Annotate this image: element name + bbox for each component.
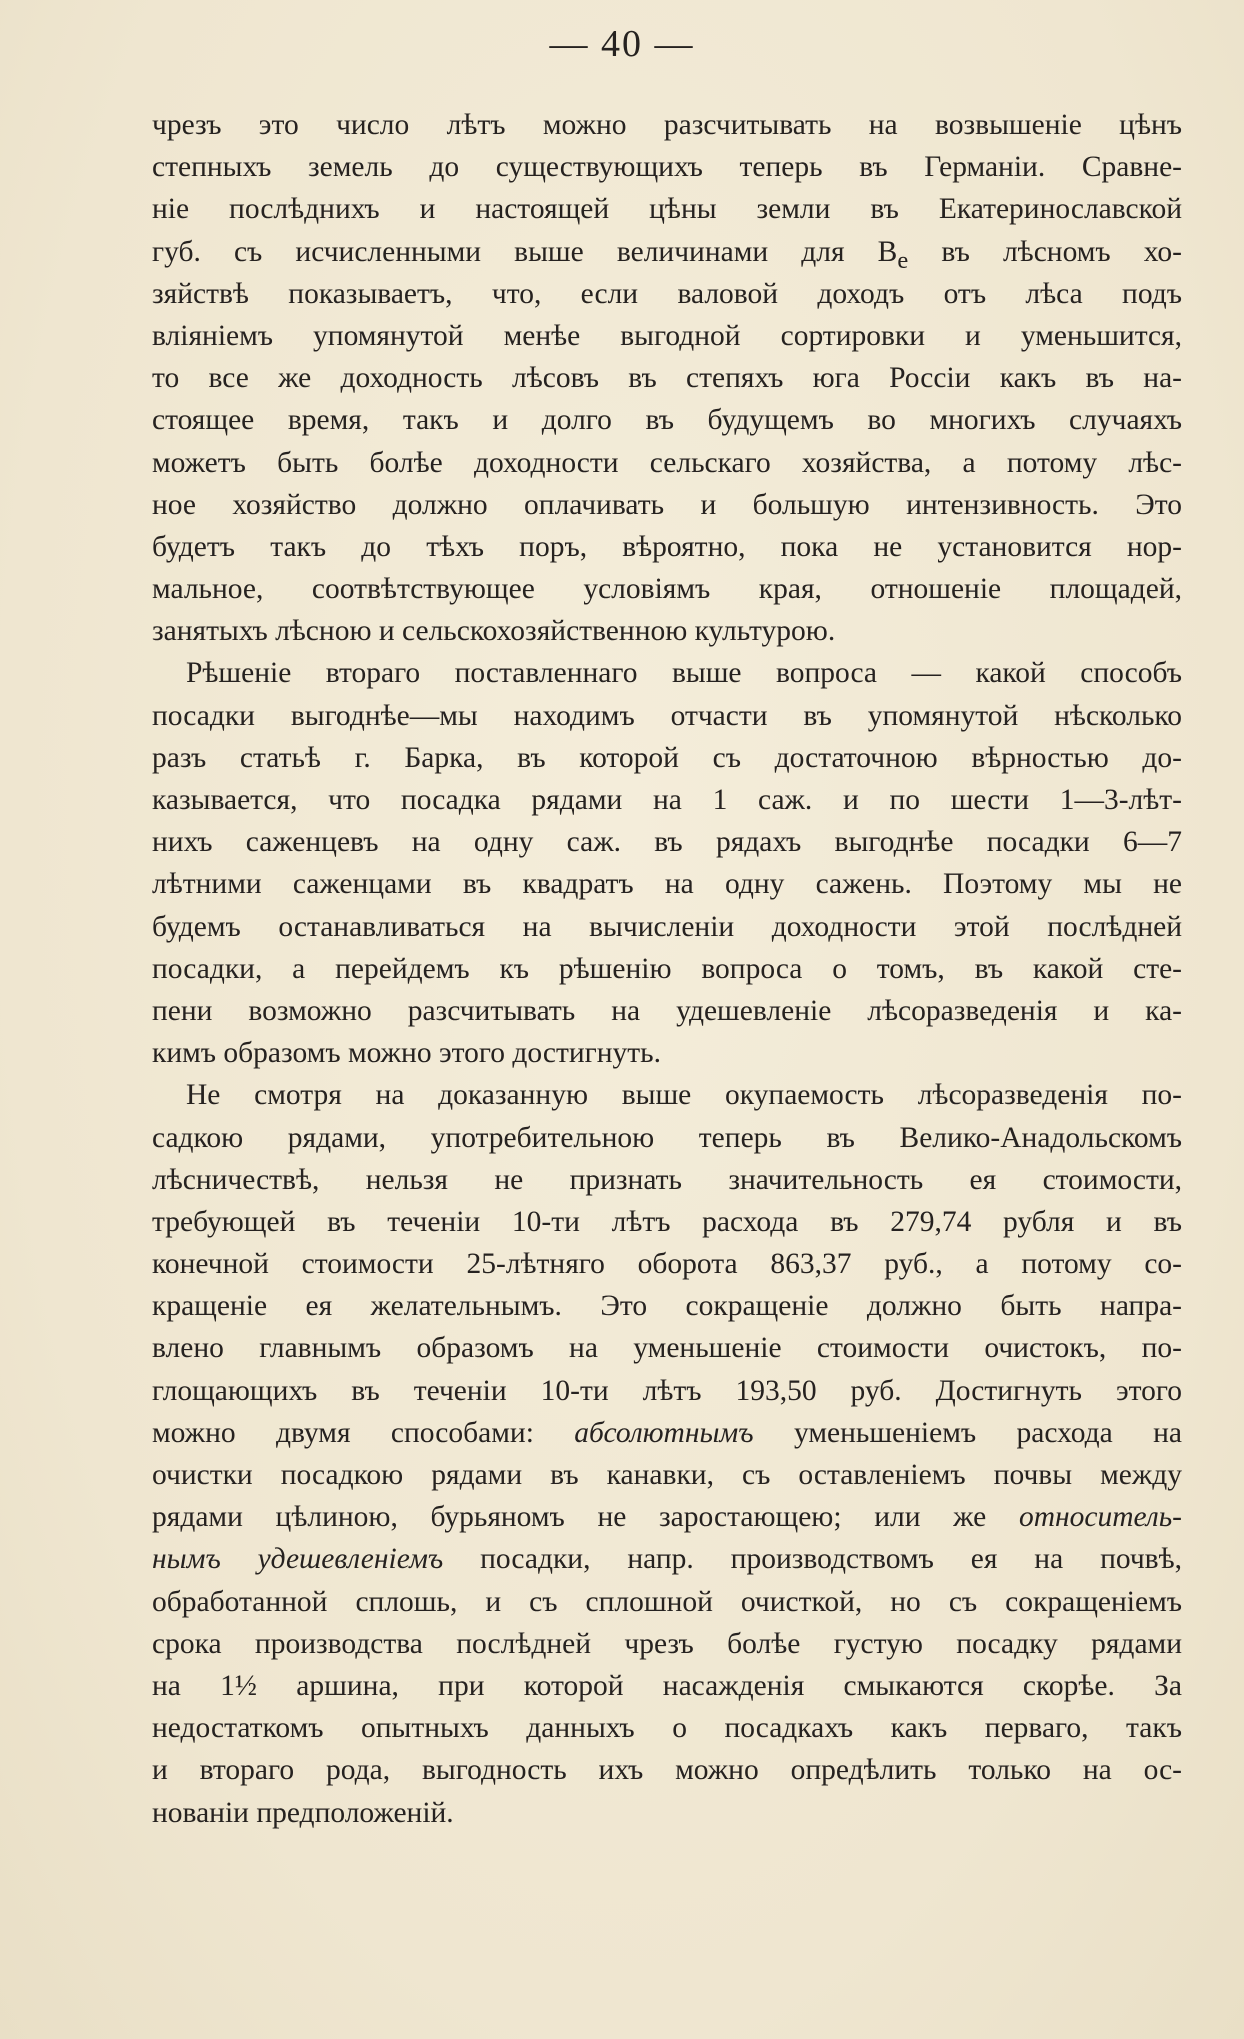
text-line: ное хозяйство должно оплачивать и большую интензивность. Это bbox=[152, 488, 1182, 521]
text-line: казывается, что посадка рядами на 1 саж. и по шести 1—3-лѣт- bbox=[152, 784, 1182, 816]
page-number: — 40 — bbox=[549, 23, 695, 65]
text-line: лѣтними саженцами въ квадратъ на одну сажень. Поэтому мы не bbox=[152, 868, 1182, 901]
text-line: стоящее время, такъ и долго въ будущемъ во многихъ случаяхъ bbox=[152, 404, 1182, 437]
text-line: мальное, соотвѣтствующее условіямъ края, отношеніе площадей, bbox=[152, 573, 1182, 606]
text-line: разъ статьѣ г. Барка, въ которой съ достаточною вѣрностью до- bbox=[152, 741, 1182, 774]
text-line: Рѣшеніе втораго поставленнаго выше вопроса — какой способъ bbox=[186, 657, 1182, 690]
text-line: обработанной сплошь, и съ сплошной очисткой, но съ сокращеніемъ bbox=[152, 1585, 1182, 1618]
text-line: садкою рядами, употребительною теперь въ Велико-Анадольскомъ bbox=[152, 1121, 1182, 1154]
text-line: влено главнымъ образомъ на уменьшеніе стоимости очистокъ, по- bbox=[152, 1332, 1182, 1365]
text-line: на 1½ аршина, при которой насажденія смыкаются скорѣе. За bbox=[152, 1669, 1182, 1702]
text-line: требующей въ теченіи 10-ти лѣтъ расхода въ 279,74 рубля и въ bbox=[152, 1205, 1182, 1238]
text-line: лѣсничествѣ, нельзя не признать значительность ея стоимости, bbox=[152, 1163, 1182, 1196]
text-line: глощающихъ въ теченіи 10-ти лѣтъ 193,50 руб. Достигнуть этого bbox=[152, 1374, 1182, 1407]
text-line: губ. съ исчисленными выше величинами для $B_e$ въ лѣсномъ хо- bbox=[152, 235, 1182, 273]
text-line: нованіи предположеній. bbox=[152, 1796, 454, 1829]
text-line: кимъ образомъ можно этого достигнуть. bbox=[152, 1037, 661, 1070]
text-line: можетъ быть болѣе доходности сельскаго хозяйства, а потому лѣс- bbox=[152, 446, 1182, 479]
text-line: рядами цѣлиною, бурьяномъ не заростающею; или же относитель- bbox=[152, 1501, 1182, 1534]
text-line: недостаткомъ опытныхъ данныхъ о посадкахъ какъ перваго, такъ bbox=[152, 1712, 1182, 1745]
text-line: и втораго рода, выгодность ихъ можно опредѣлить только на ос- bbox=[152, 1754, 1182, 1787]
text-line: будетъ такъ до тѣхъ поръ, вѣроятно, пока не установится нор- bbox=[152, 530, 1182, 563]
text-line: можно двумя способами: абсолютнымъ уменьшеніемъ расхода на bbox=[152, 1416, 1182, 1449]
text-line: очистки посадкою рядами въ канавки, съ оставленіемъ почвы между bbox=[152, 1459, 1182, 1491]
paragraph bbox=[152, 1074, 1182, 1833]
text-line: степныхъ земель до существующихъ теперь въ Германіи. Сравне- bbox=[152, 151, 1182, 184]
text-line: пени возможно разсчитывать на удешевленіе лѣсоразведенія и ка- bbox=[152, 994, 1182, 1027]
text-line: срока производства послѣдней чрезъ болѣе густую посадку рядами bbox=[152, 1627, 1182, 1660]
paragraph bbox=[152, 104, 1182, 652]
text-line: будемъ останавливаться на вычисленіи доходности этой послѣдней bbox=[152, 910, 1182, 943]
text-line: ніе послѣднихъ и настоящей цѣны земли въ Екатеринославской bbox=[152, 193, 1182, 226]
text-line: то все же доходность лѣсовъ въ степяхъ юга Россіи какъ въ на- bbox=[152, 362, 1182, 395]
text-line: Не смотря на доказанную выше окупаемость лѣсоразведенія по- bbox=[186, 1079, 1182, 1112]
text-line: чрезъ это число лѣтъ можно разсчитывать на возвышеніе цѣнъ bbox=[152, 109, 1182, 141]
text-line: конечной стоимости 25-лѣтняго оборота 863,37 руб., а потому со- bbox=[152, 1248, 1182, 1281]
text-line: кращеніе ея желательнымъ. Это сокращеніе должно быть напра- bbox=[152, 1290, 1182, 1323]
body-text bbox=[152, 104, 1182, 1834]
text-line: зяйствѣ показываетъ, что, если валовой доходъ отъ лѣса подъ bbox=[152, 277, 1182, 310]
text-line: посадки, а перейдемъ къ рѣшенію вопроса о томъ, въ какой сте- bbox=[152, 952, 1182, 985]
text-line: вліяніемъ упомянутой менѣе выгодной сортировки и уменьшится, bbox=[152, 319, 1182, 352]
text-line: нихъ саженцевъ на одну саж. въ рядахъ выгоднѣе посадки 6—7 bbox=[152, 826, 1182, 859]
text-line: занятыхъ лѣсною и сельскохозяйственною культурою. bbox=[152, 615, 836, 648]
paragraph bbox=[152, 652, 1182, 1074]
text-line: нымъ удешевленіемъ посадки, напр. производствомъ ея на почвѣ, bbox=[152, 1543, 1182, 1576]
text-line: посадки выгоднѣе—мы находимъ отчасти въ упомянутой нѣсколько bbox=[152, 699, 1182, 732]
